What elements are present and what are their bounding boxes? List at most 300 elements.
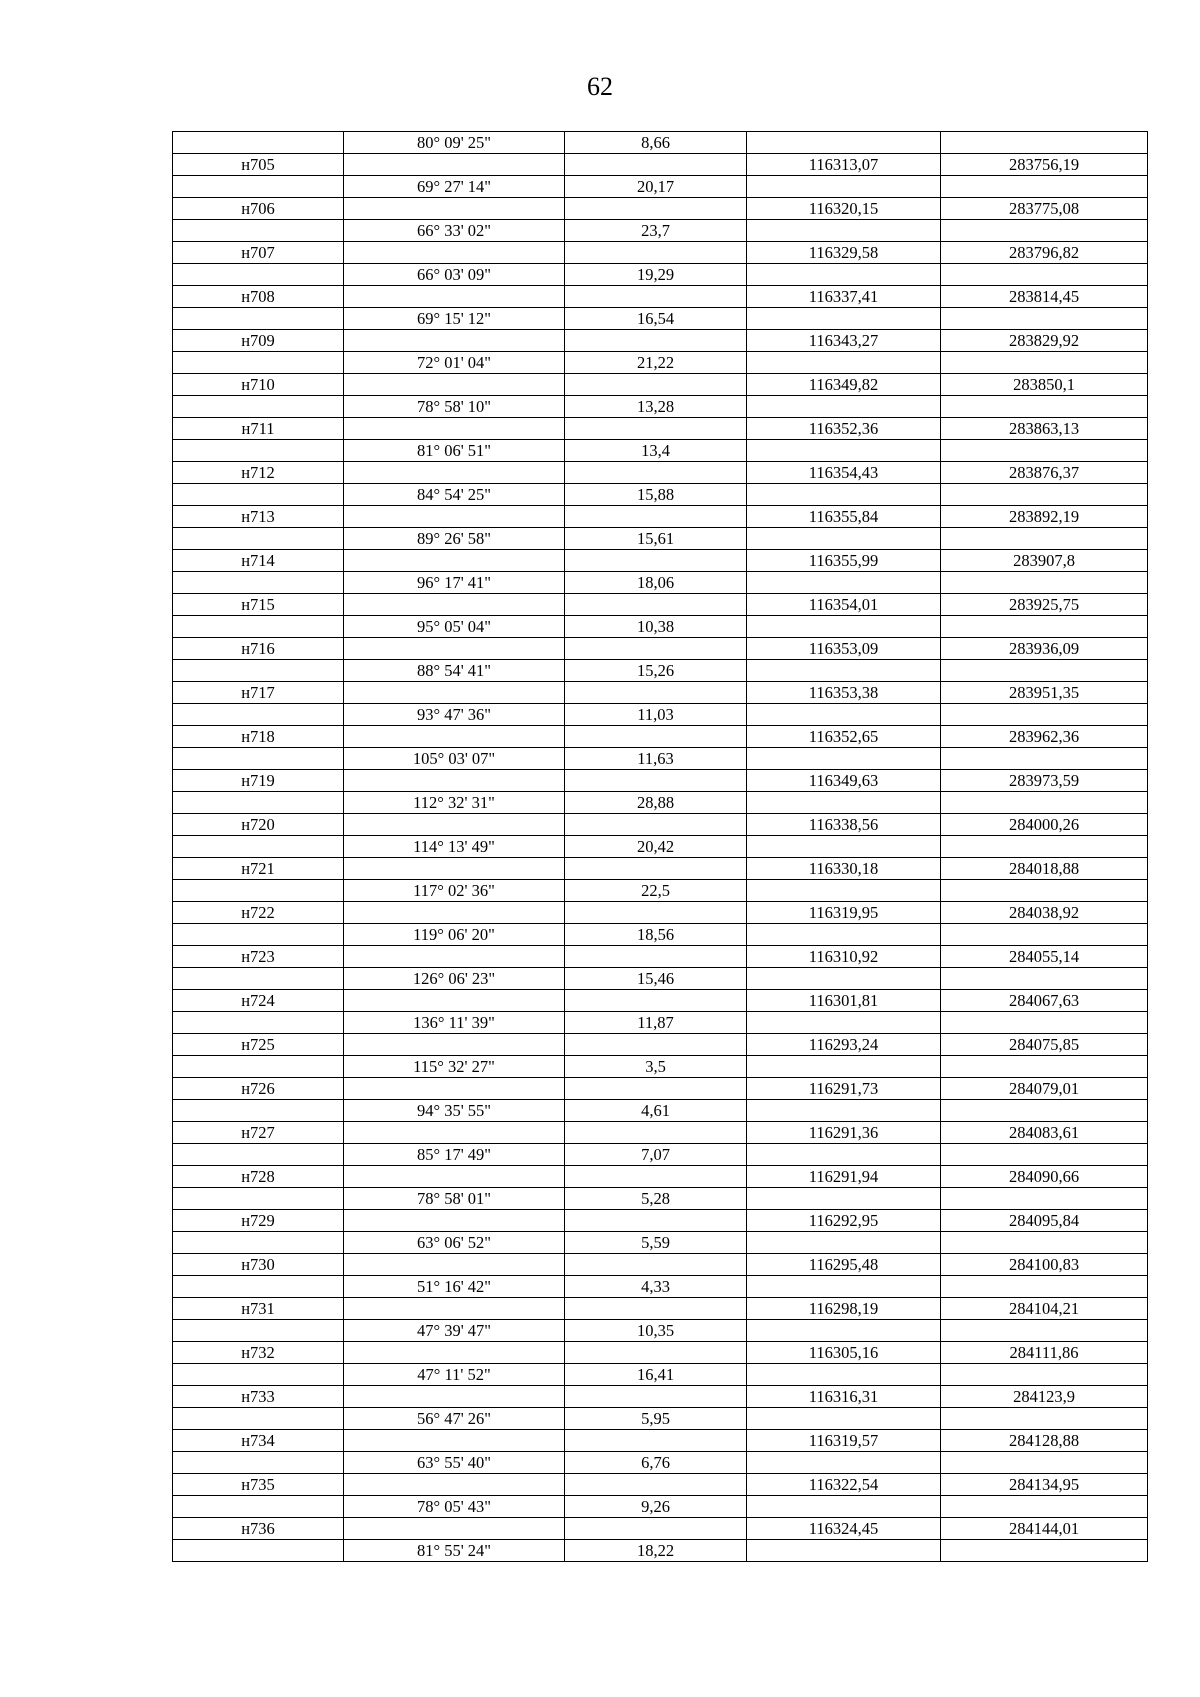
bearing-cell xyxy=(344,594,565,616)
table-row xyxy=(173,858,1148,880)
table-row xyxy=(173,1232,1148,1254)
y-coordinate-cell xyxy=(941,1188,1148,1210)
table-row xyxy=(173,946,1148,968)
x-coordinate-cell xyxy=(747,440,941,462)
y-coordinate-cell: 284090,66 xyxy=(941,1166,1148,1188)
x-coordinate-cell xyxy=(747,572,941,594)
point-name-cell: н732 xyxy=(173,1342,344,1364)
x-coordinate-cell: 116291,73 xyxy=(747,1078,941,1100)
distance-cell: 18,56 xyxy=(565,924,747,946)
bearing-cell: 105° 03' 07" xyxy=(344,748,565,770)
y-coordinate-cell: 284100,83 xyxy=(941,1254,1148,1276)
bearing-cell: 63° 55' 40" xyxy=(344,1452,565,1474)
y-coordinate-cell: 283796,82 xyxy=(941,242,1148,264)
point-name-cell: н725 xyxy=(173,1034,344,1056)
point-name-cell: н728 xyxy=(173,1166,344,1188)
point-name-cell: н714 xyxy=(173,550,344,572)
point-name-cell xyxy=(173,1540,344,1562)
y-coordinate-cell: 284104,21 xyxy=(941,1298,1148,1320)
distance-cell: 18,22 xyxy=(565,1540,747,1562)
bearing-cell xyxy=(344,198,565,220)
point-name-cell xyxy=(173,1012,344,1034)
bearing-cell: 112° 32' 31" xyxy=(344,792,565,814)
y-coordinate-cell: 284055,14 xyxy=(941,946,1148,968)
table-row xyxy=(173,550,1148,572)
distance-cell: 15,26 xyxy=(565,660,747,682)
bearing-cell xyxy=(344,1298,565,1320)
distance-cell xyxy=(565,726,747,748)
bearing-cell: 96° 17' 41" xyxy=(344,572,565,594)
table-row xyxy=(173,462,1148,484)
bearing-cell: 94° 35' 55" xyxy=(344,1100,565,1122)
point-name-cell xyxy=(173,1364,344,1386)
x-coordinate-cell xyxy=(747,1100,941,1122)
point-name-cell xyxy=(173,528,344,550)
point-name-cell: н731 xyxy=(173,1298,344,1320)
bearing-cell: 69° 27' 14" xyxy=(344,176,565,198)
distance-cell: 16,54 xyxy=(565,308,747,330)
y-coordinate-cell: 283936,09 xyxy=(941,638,1148,660)
table-row xyxy=(173,1342,1148,1364)
table-row xyxy=(173,572,1148,594)
x-coordinate-cell: 116355,99 xyxy=(747,550,941,572)
bearing-cell xyxy=(344,154,565,176)
y-coordinate-cell xyxy=(941,1144,1148,1166)
distance-cell xyxy=(565,330,747,352)
distance-cell xyxy=(565,1254,747,1276)
x-coordinate-cell: 116329,58 xyxy=(747,242,941,264)
table-row xyxy=(173,682,1148,704)
point-name-cell xyxy=(173,352,344,374)
table-row xyxy=(173,286,1148,308)
table-row xyxy=(173,1496,1148,1518)
table-row xyxy=(173,770,1148,792)
point-name-cell xyxy=(173,1276,344,1298)
point-name-cell: н718 xyxy=(173,726,344,748)
point-name-cell: н734 xyxy=(173,1430,344,1452)
y-coordinate-cell: 284079,01 xyxy=(941,1078,1148,1100)
x-coordinate-cell xyxy=(747,924,941,946)
bearing-cell: 69° 15' 12" xyxy=(344,308,565,330)
bearing-cell xyxy=(344,1518,565,1540)
point-name-cell: н730 xyxy=(173,1254,344,1276)
point-name-cell xyxy=(173,572,344,594)
point-name-cell: н712 xyxy=(173,462,344,484)
x-coordinate-cell xyxy=(747,528,941,550)
survey-coordinates-table xyxy=(172,131,1148,1562)
point-name-cell xyxy=(173,1452,344,1474)
point-name-cell xyxy=(173,1232,344,1254)
point-name-cell xyxy=(173,396,344,418)
bearing-cell xyxy=(344,1210,565,1232)
point-name-cell: н708 xyxy=(173,286,344,308)
y-coordinate-cell: 284111,86 xyxy=(941,1342,1148,1364)
table-row xyxy=(173,506,1148,528)
distance-cell xyxy=(565,1298,747,1320)
bearing-cell xyxy=(344,1430,565,1452)
point-name-cell xyxy=(173,836,344,858)
distance-cell xyxy=(565,594,747,616)
x-coordinate-cell xyxy=(747,1496,941,1518)
table-row xyxy=(173,242,1148,264)
table-row xyxy=(173,726,1148,748)
y-coordinate-cell xyxy=(941,1056,1148,1078)
y-coordinate-cell xyxy=(941,1276,1148,1298)
x-coordinate-cell: 116319,57 xyxy=(747,1430,941,1452)
y-coordinate-cell xyxy=(941,1320,1148,1342)
distance-cell: 11,63 xyxy=(565,748,747,770)
y-coordinate-cell xyxy=(941,572,1148,594)
table-row xyxy=(173,1430,1148,1452)
x-coordinate-cell: 116291,36 xyxy=(747,1122,941,1144)
distance-cell: 18,06 xyxy=(565,572,747,594)
distance-cell: 21,22 xyxy=(565,352,747,374)
x-coordinate-cell: 116353,09 xyxy=(747,638,941,660)
distance-cell: 11,87 xyxy=(565,1012,747,1034)
distance-cell xyxy=(565,550,747,572)
x-coordinate-cell xyxy=(747,1276,941,1298)
table-row xyxy=(173,528,1148,550)
table-row xyxy=(173,154,1148,176)
y-coordinate-cell: 283850,1 xyxy=(941,374,1148,396)
x-coordinate-cell xyxy=(747,792,941,814)
distance-cell: 4,33 xyxy=(565,1276,747,1298)
y-coordinate-cell: 284128,88 xyxy=(941,1430,1148,1452)
bearing-cell: 78° 05' 43" xyxy=(344,1496,565,1518)
point-name-cell xyxy=(173,220,344,242)
y-coordinate-cell: 284083,61 xyxy=(941,1122,1148,1144)
x-coordinate-cell xyxy=(747,1188,941,1210)
distance-cell xyxy=(565,154,747,176)
y-coordinate-cell xyxy=(941,176,1148,198)
point-name-cell: н711 xyxy=(173,418,344,440)
table-row xyxy=(173,1254,1148,1276)
point-name-cell xyxy=(173,1144,344,1166)
distance-cell xyxy=(565,814,747,836)
distance-cell: 11,03 xyxy=(565,704,747,726)
x-coordinate-cell: 116352,65 xyxy=(747,726,941,748)
distance-cell: 15,61 xyxy=(565,528,747,550)
x-coordinate-cell xyxy=(747,968,941,990)
bearing-cell xyxy=(344,682,565,704)
table-row xyxy=(173,638,1148,660)
distance-cell: 7,07 xyxy=(565,1144,747,1166)
distance-cell: 5,59 xyxy=(565,1232,747,1254)
point-name-cell: н733 xyxy=(173,1386,344,1408)
point-name-cell xyxy=(173,1320,344,1342)
x-coordinate-cell xyxy=(747,704,941,726)
point-name-cell xyxy=(173,264,344,286)
x-coordinate-cell xyxy=(747,1364,941,1386)
distance-cell: 8,66 xyxy=(565,132,747,154)
x-coordinate-cell xyxy=(747,880,941,902)
table-row xyxy=(173,1386,1148,1408)
point-name-cell xyxy=(173,616,344,638)
x-coordinate-cell xyxy=(747,1232,941,1254)
distance-cell: 3,5 xyxy=(565,1056,747,1078)
table-row xyxy=(173,1034,1148,1056)
y-coordinate-cell: 283907,8 xyxy=(941,550,1148,572)
x-coordinate-cell: 116338,56 xyxy=(747,814,941,836)
x-coordinate-cell: 116298,19 xyxy=(747,1298,941,1320)
bearing-cell: 78° 58' 01" xyxy=(344,1188,565,1210)
bearing-cell: 47° 11' 52" xyxy=(344,1364,565,1386)
y-coordinate-cell: 284123,9 xyxy=(941,1386,1148,1408)
table-row xyxy=(173,132,1148,154)
distance-cell: 5,28 xyxy=(565,1188,747,1210)
bearing-cell xyxy=(344,286,565,308)
x-coordinate-cell: 116353,38 xyxy=(747,682,941,704)
x-coordinate-cell: 116295,48 xyxy=(747,1254,941,1276)
bearing-cell: 66° 33' 02" xyxy=(344,220,565,242)
distance-cell: 16,41 xyxy=(565,1364,747,1386)
table-row xyxy=(173,748,1148,770)
x-coordinate-cell: 116343,27 xyxy=(747,330,941,352)
bearing-cell: 93° 47' 36" xyxy=(344,704,565,726)
distance-cell xyxy=(565,638,747,660)
y-coordinate-cell: 283892,19 xyxy=(941,506,1148,528)
distance-cell: 20,42 xyxy=(565,836,747,858)
bearing-cell xyxy=(344,1254,565,1276)
distance-cell xyxy=(565,902,747,924)
point-name-cell: н726 xyxy=(173,1078,344,1100)
bearing-cell xyxy=(344,242,565,264)
y-coordinate-cell: 283863,13 xyxy=(941,418,1148,440)
x-coordinate-cell: 116320,15 xyxy=(747,198,941,220)
point-name-cell: н719 xyxy=(173,770,344,792)
distance-cell xyxy=(565,506,747,528)
x-coordinate-cell: 116352,36 xyxy=(747,418,941,440)
bearing-cell xyxy=(344,374,565,396)
bearing-cell: 81° 06' 51" xyxy=(344,440,565,462)
point-name-cell: н717 xyxy=(173,682,344,704)
x-coordinate-cell: 116305,16 xyxy=(747,1342,941,1364)
distance-cell: 10,38 xyxy=(565,616,747,638)
y-coordinate-cell: 284144,01 xyxy=(941,1518,1148,1540)
bearing-cell xyxy=(344,1034,565,1056)
bearing-cell: 114° 13' 49" xyxy=(344,836,565,858)
y-coordinate-cell xyxy=(941,1364,1148,1386)
x-coordinate-cell: 116313,07 xyxy=(747,154,941,176)
x-coordinate-cell xyxy=(747,836,941,858)
table-row xyxy=(173,924,1148,946)
y-coordinate-cell: 284075,85 xyxy=(941,1034,1148,1056)
bearing-cell xyxy=(344,1386,565,1408)
bearing-cell xyxy=(344,946,565,968)
bearing-cell xyxy=(344,1122,565,1144)
distance-cell xyxy=(565,1474,747,1496)
table-row xyxy=(173,616,1148,638)
x-coordinate-cell: 116349,82 xyxy=(747,374,941,396)
y-coordinate-cell: 284067,63 xyxy=(941,990,1148,1012)
y-coordinate-cell xyxy=(941,836,1148,858)
bearing-cell: 84° 54' 25" xyxy=(344,484,565,506)
x-coordinate-cell xyxy=(747,220,941,242)
bearing-cell: 119° 06' 20" xyxy=(344,924,565,946)
distance-cell xyxy=(565,198,747,220)
x-coordinate-cell: 116330,18 xyxy=(747,858,941,880)
table-row xyxy=(173,418,1148,440)
point-name-cell xyxy=(173,924,344,946)
table-body xyxy=(173,132,1148,1562)
bearing-cell xyxy=(344,770,565,792)
distance-cell xyxy=(565,1034,747,1056)
x-coordinate-cell: 116301,81 xyxy=(747,990,941,1012)
table-row xyxy=(173,1100,1148,1122)
point-name-cell xyxy=(173,660,344,682)
table-row xyxy=(173,1210,1148,1232)
table-row xyxy=(173,1364,1148,1386)
bearing-cell xyxy=(344,418,565,440)
y-coordinate-cell xyxy=(941,1232,1148,1254)
y-coordinate-cell xyxy=(941,924,1148,946)
table-row xyxy=(173,1166,1148,1188)
table-row xyxy=(173,220,1148,242)
y-coordinate-cell: 283973,59 xyxy=(941,770,1148,792)
distance-cell xyxy=(565,1078,747,1100)
x-coordinate-cell xyxy=(747,1452,941,1474)
x-coordinate-cell: 116354,43 xyxy=(747,462,941,484)
y-coordinate-cell: 283951,35 xyxy=(941,682,1148,704)
x-coordinate-cell xyxy=(747,1056,941,1078)
x-coordinate-cell xyxy=(747,1012,941,1034)
table-row xyxy=(173,264,1148,286)
point-name-cell xyxy=(173,132,344,154)
table-row xyxy=(173,352,1148,374)
x-coordinate-cell xyxy=(747,1320,941,1342)
table-row xyxy=(173,594,1148,616)
point-name-cell: н736 xyxy=(173,1518,344,1540)
y-coordinate-cell: 284134,95 xyxy=(941,1474,1148,1496)
point-name-cell: н710 xyxy=(173,374,344,396)
point-name-cell: н729 xyxy=(173,1210,344,1232)
bearing-cell: 80° 09' 25" xyxy=(344,132,565,154)
table-row xyxy=(173,1298,1148,1320)
x-coordinate-cell: 116310,92 xyxy=(747,946,941,968)
distance-cell xyxy=(565,858,747,880)
point-name-cell: н705 xyxy=(173,154,344,176)
distance-cell: 6,76 xyxy=(565,1452,747,1474)
y-coordinate-cell xyxy=(941,1408,1148,1430)
table-row xyxy=(173,1078,1148,1100)
x-coordinate-cell: 116322,54 xyxy=(747,1474,941,1496)
y-coordinate-cell xyxy=(941,1496,1148,1518)
bearing-cell xyxy=(344,1342,565,1364)
x-coordinate-cell xyxy=(747,1540,941,1562)
y-coordinate-cell: 283829,92 xyxy=(941,330,1148,352)
y-coordinate-cell xyxy=(941,792,1148,814)
point-name-cell: н724 xyxy=(173,990,344,1012)
page-number: 62 xyxy=(587,72,613,101)
bearing-cell: 78° 58' 10" xyxy=(344,396,565,418)
bearing-cell xyxy=(344,1078,565,1100)
y-coordinate-cell: 284000,26 xyxy=(941,814,1148,836)
bearing-cell: 47° 39' 47" xyxy=(344,1320,565,1342)
bearing-cell xyxy=(344,814,565,836)
distance-cell xyxy=(565,1430,747,1452)
point-name-cell: н722 xyxy=(173,902,344,924)
point-name-cell xyxy=(173,748,344,770)
x-coordinate-cell xyxy=(747,396,941,418)
x-coordinate-cell xyxy=(747,308,941,330)
y-coordinate-cell: 283756,19 xyxy=(941,154,1148,176)
distance-cell: 28,88 xyxy=(565,792,747,814)
table-row xyxy=(173,990,1148,1012)
table-row xyxy=(173,1188,1148,1210)
table-row xyxy=(173,1276,1148,1298)
y-coordinate-cell: 284038,92 xyxy=(941,902,1148,924)
x-coordinate-cell: 116349,63 xyxy=(747,770,941,792)
x-coordinate-cell xyxy=(747,1144,941,1166)
bearing-cell xyxy=(344,506,565,528)
y-coordinate-cell xyxy=(941,1452,1148,1474)
distance-cell: 23,7 xyxy=(565,220,747,242)
x-coordinate-cell xyxy=(747,264,941,286)
x-coordinate-cell xyxy=(747,176,941,198)
x-coordinate-cell: 116337,41 xyxy=(747,286,941,308)
distance-cell: 4,61 xyxy=(565,1100,747,1122)
point-name-cell: н723 xyxy=(173,946,344,968)
table-row xyxy=(173,1122,1148,1144)
table-row xyxy=(173,484,1148,506)
bearing-cell: 85° 17' 49" xyxy=(344,1144,565,1166)
bearing-cell xyxy=(344,858,565,880)
point-name-cell xyxy=(173,704,344,726)
x-coordinate-cell xyxy=(747,484,941,506)
table-row xyxy=(173,374,1148,396)
x-coordinate-cell: 116354,01 xyxy=(747,594,941,616)
table-row xyxy=(173,330,1148,352)
distance-cell xyxy=(565,286,747,308)
point-name-cell: н720 xyxy=(173,814,344,836)
table-row xyxy=(173,396,1148,418)
bearing-cell: 81° 55' 24" xyxy=(344,1540,565,1562)
table-row xyxy=(173,902,1148,924)
bearing-cell: 51° 16' 42" xyxy=(344,1276,565,1298)
table-row xyxy=(173,440,1148,462)
y-coordinate-cell: 283925,75 xyxy=(941,594,1148,616)
distance-cell xyxy=(565,418,747,440)
table-row xyxy=(173,1320,1148,1342)
distance-cell xyxy=(565,682,747,704)
point-name-cell xyxy=(173,880,344,902)
point-name-cell: н713 xyxy=(173,506,344,528)
distance-cell: 5,95 xyxy=(565,1408,747,1430)
y-coordinate-cell xyxy=(941,264,1148,286)
y-coordinate-cell xyxy=(941,396,1148,418)
point-name-cell xyxy=(173,440,344,462)
x-coordinate-cell xyxy=(747,132,941,154)
distance-cell xyxy=(565,1210,747,1232)
distance-cell: 20,17 xyxy=(565,176,747,198)
point-name-cell: н706 xyxy=(173,198,344,220)
y-coordinate-cell xyxy=(941,352,1148,374)
distance-cell: 22,5 xyxy=(565,880,747,902)
table-row xyxy=(173,1144,1148,1166)
x-coordinate-cell: 116324,45 xyxy=(747,1518,941,1540)
bearing-cell: 72° 01' 04" xyxy=(344,352,565,374)
point-name-cell: н715 xyxy=(173,594,344,616)
point-name-cell xyxy=(173,1496,344,1518)
table-row xyxy=(173,660,1148,682)
point-name-cell: н721 xyxy=(173,858,344,880)
point-name-cell: н707 xyxy=(173,242,344,264)
distance-cell: 13,4 xyxy=(565,440,747,462)
x-coordinate-cell xyxy=(747,1408,941,1430)
table-row xyxy=(173,1408,1148,1430)
bearing-cell: 56° 47' 26" xyxy=(344,1408,565,1430)
bearing-cell: 136° 11' 39" xyxy=(344,1012,565,1034)
